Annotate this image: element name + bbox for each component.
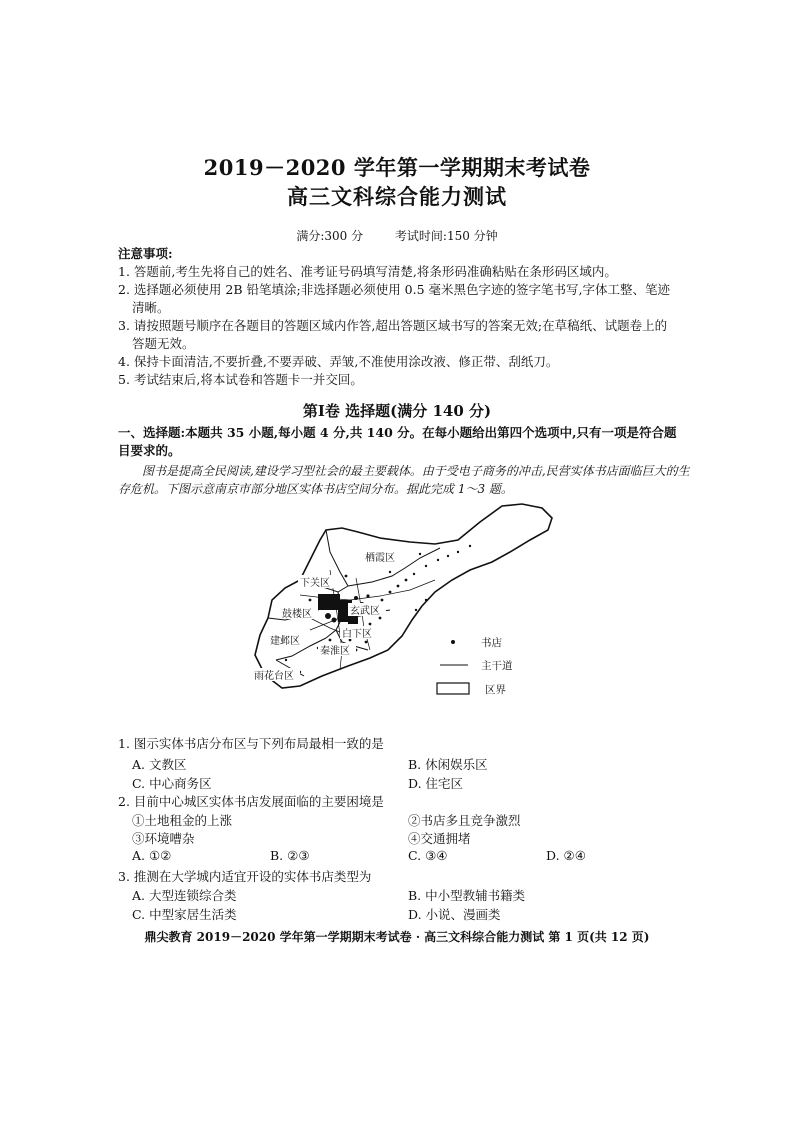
question-2-option-d: D. ②④	[546, 848, 586, 863]
district-label: 鼓楼区	[282, 609, 312, 620]
note-item: 5. 考试结束后,将本试卷和答题卡一并交回。	[118, 372, 363, 387]
notes-section	[118, 245, 670, 389]
question-1-option-d: D. 住宅区	[408, 776, 464, 791]
question-3-option-a: A. 大型连锁综合类	[132, 888, 237, 903]
question-2-statement-3: ③环境嘈杂	[132, 831, 195, 846]
note-item: 3. 请按照题号顺序在各题目的答题区域内作答,超出答题区域书写的答案无效;在草稿纸、试题卷上的	[118, 318, 668, 333]
question-2-option-c: C. ③④	[408, 848, 448, 863]
district-label: 玄武区	[350, 606, 380, 617]
legend-boundary-symbol	[437, 683, 469, 694]
section-instruction: 一、选择题:本题共 35 小题,每小题 4 分,共 140 分。在每小题给出第四个选项中,只有一项是符合题目要求的。	[118, 425, 677, 458]
page-footer: 鼎尖教育 2019－2020 学年第一学期期末考试卷 · 高三文科综合能力测试 第 1 页(共 12 页)	[144, 930, 650, 944]
question-3-option-c: C. 中型家居生活类	[132, 907, 237, 922]
full-marks: 满分:300 分	[296, 229, 364, 243]
district-label: 秦淮区	[320, 646, 350, 657]
map-legend	[437, 636, 513, 696]
district-label: 白下区	[342, 629, 372, 640]
section-title: 第Ⅰ卷 选择题(满分 140 分)	[302, 402, 492, 420]
note-item-continuation: 清晰。	[132, 300, 170, 315]
legend-bookstore-symbol	[451, 640, 455, 644]
notes-heading: 注意事项:	[118, 246, 173, 261]
note-item-continuation: 答题无效。	[132, 336, 195, 351]
question-1-option-a: A. 文教区	[132, 757, 187, 772]
question-1-option-c: C. 中心商务区	[132, 776, 212, 791]
exam-time: 考试时间:150 分钟	[394, 229, 498, 243]
district-label: 雨花台区	[254, 671, 294, 682]
district-label: 建邺区	[270, 636, 300, 647]
exam-subtitle: 高三文科综合能力测试	[287, 184, 507, 209]
note-item: 1. 答题前,考生先将自己的姓名、准考证号码填写清楚,将条形码准确粘贴在条形码区域内。	[118, 264, 617, 279]
question-2-stem: 2. 目前中心城区实体书店发展面临的主要困境是	[118, 794, 384, 809]
passage-text: 图书是提高全民阅读,建设学习型社会的最主要载体。由于受电子商务的冲击,民营实体书店面临巨大的生存危机。下图示意南京市部分地区实体书店空间分布。据此完成 1～3 题。	[118, 464, 690, 496]
exam-info	[0, 227, 794, 244]
question-2-option-a: A. ①②	[132, 848, 172, 863]
question-3-option-d: D. 小说、漫画类	[408, 907, 501, 922]
question-2-statement-4: ④交通拥堵	[408, 831, 471, 846]
question-2-statement-2: ②书店多且竞争激烈	[408, 813, 521, 828]
question-3-stem: 3. 推测在大学城内适宜开设的实体书店类型为	[118, 869, 372, 884]
question-3-option-b: B. 中小型教辅书籍类	[408, 888, 526, 903]
district-label: 栖霞区	[365, 553, 395, 564]
legend-label-boundary: 区界	[485, 684, 506, 696]
question-1-option-b: B. 休闲娱乐区	[408, 757, 488, 772]
question-1-stem: 1. 图示实体书店分布区与下列布局最相一致的是	[118, 736, 384, 751]
legend-label-bookstore: 书店	[481, 637, 502, 649]
legend-label-road: 主干道	[481, 660, 513, 672]
question-2-statement-1: ①土地租金的上涨	[132, 813, 233, 828]
note-item: 4. 保持卡面清洁,不要折叠,不要弄破、弄皱,不准使用涂改液、修正带、刮纸刀。	[118, 354, 559, 369]
question-2-option-b: B. ②③	[270, 848, 310, 863]
district-label: 下关区	[300, 578, 330, 589]
nanjing-bookstore-map	[230, 500, 560, 725]
note-item: 2. 选择题必须使用 2B 铅笔填涂;非选择题必须使用 0.5 毫米黑色字迹的签字笔书写,字体工整、笔迹	[118, 282, 670, 297]
exam-title: 2019－2020 学年第一学期期末考试卷	[203, 155, 591, 180]
